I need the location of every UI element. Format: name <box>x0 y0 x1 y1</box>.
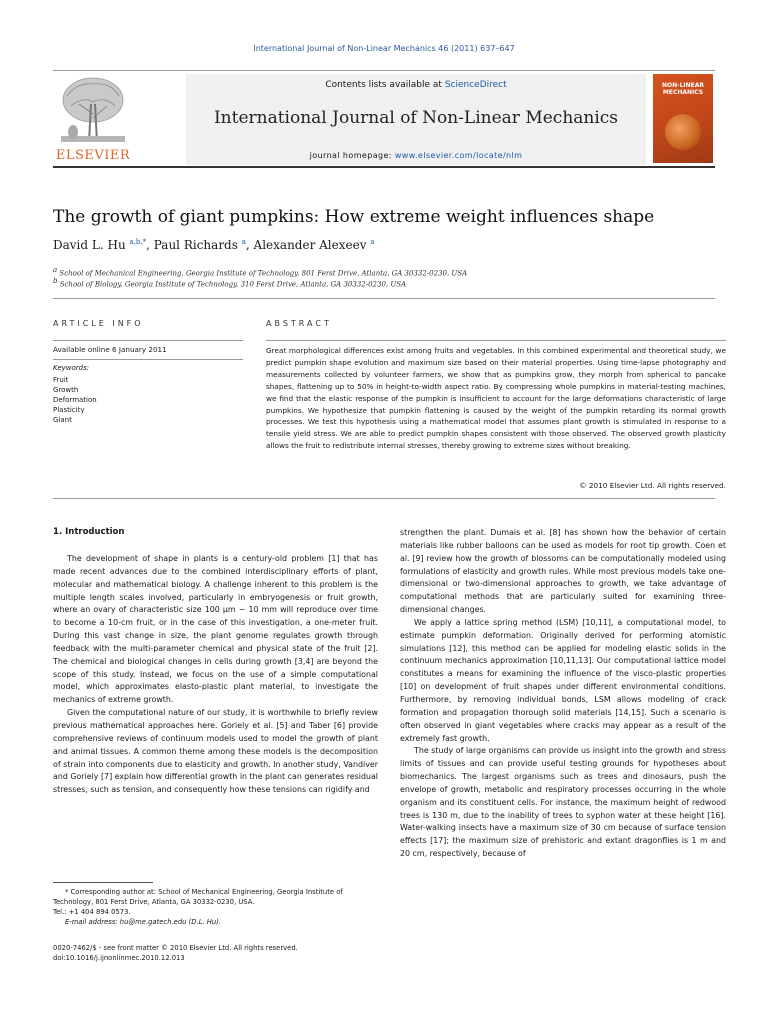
footnote-email[interactable]: E-mail address: hu@me.gatech.edu (D.L. Hu). <box>65 918 222 926</box>
body-paragraph: The study of large organisms can provide us insight into the growth and stress limits of tissues and can provide useful testing grounds for hypotheses about biomechanics. The largest organisms such as trees and dinosaurs, push the envelope of growth, metabolic and respiratory processes occurring in the whole organism and its constituent cells. For instance, the maximum height of redwood trees is 130 m, due to the inability of trees to syphon water at these height [16]. Water-walking insects have a maximum size of 30 cm because of surface tension effects [17]; the maximum size of prehistoric and extant dragonflies is 1 m and 20 cm, respectively, because of <box>400 746 726 859</box>
cover-image <box>665 114 701 150</box>
author-list: David L. Hu $^{a,b,*}$, Paul Richards $^a$, Alexander Alexeev $^a$ <box>53 238 375 252</box>
divider <box>53 298 715 299</box>
footnote-rule <box>53 882 153 883</box>
author-name: David L. Hu <box>53 238 126 252</box>
keyword: Giant <box>53 416 72 424</box>
copyright-line: © 2010 Elsevier Ltd. All rights reserved. <box>579 481 726 490</box>
affiliation <box>53 266 715 277</box>
author-name: Alexander Alexeev <box>253 238 367 252</box>
homepage-prefix: journal homepage: <box>309 151 395 160</box>
affiliation <box>53 277 715 288</box>
body-paragraph: strengthen the plant. Dumais et al. [8] has shown how the behavior of certain materials like rubber balloons can be used as models for root tip growth. Coen et al. [9] review how the growth of blossoms can be computationally modeled using formulations of elasticity and growth rules. While most previous models take one-dimensional or two-dimensional approaches to growth, we take advantage of computational methods that are particularly suited for examining three-dimensional changes. <box>400 528 726 615</box>
tree-icon <box>53 74 133 146</box>
doi-line[interactable]: doi:10.1016/j.ijnonlinmec.2010.12.013 <box>53 954 185 962</box>
keyword: Plasticity <box>53 406 85 414</box>
abstract-heading: ABSTRACT <box>266 319 332 328</box>
divider <box>266 340 726 341</box>
keyword-list <box>53 375 97 425</box>
journal-cover-thumbnail[interactable] <box>653 74 713 163</box>
keyword: Deformation <box>53 396 97 404</box>
article-info-heading: ARTICLE INFO <box>53 319 144 328</box>
footnote-line: * Corresponding author at: School of Mechanical Engineering, Georgia Institute of Technology, 801 Ferst Drive, Atlanta, GA 30332-0230, USA. <box>53 888 343 906</box>
author-marks[interactable]: a <box>241 238 246 246</box>
author-marks[interactable]: a,b,* <box>129 238 147 246</box>
contents-prefix: Contents lists available at <box>325 80 445 90</box>
affiliation-text: School of Mechanical Engineering, Georgia Institute of Technology, 801 Ferst Drive, Atlanta, GA 30332-0230, USA <box>59 269 468 278</box>
cover-line-1: NON-LINEAR <box>661 82 705 89</box>
section-heading: 1. Introduction <box>53 527 125 537</box>
footnote-line: Tel.: +1 404 894 0573. <box>53 908 131 916</box>
journal-homepage <box>186 151 646 160</box>
keyword: Fruit <box>53 376 69 384</box>
body-column-left <box>53 553 378 797</box>
affiliation-mark: b <box>53 277 58 285</box>
top-rule <box>53 70 715 71</box>
contents-line <box>186 80 646 90</box>
author-name: Paul Richards <box>153 238 238 252</box>
available-online-date: Available online 6 January 2011 <box>53 345 167 354</box>
cover-title <box>653 82 713 96</box>
homepage-link[interactable]: www.elsevier.com/locate/nlm <box>394 151 523 160</box>
sciencedirect-link[interactable]: ScienceDirect <box>444 80 507 90</box>
publisher-wordmark[interactable]: ELSEVIER <box>55 148 131 163</box>
affiliation-mark: a <box>53 266 58 274</box>
corresponding-author-footnote <box>53 887 378 927</box>
body-paragraph: Given the computational nature of our study, it is worthwhile to briefly review previous mathematical approaches here. Goriely et al. [5] and Taber [6] provide comprehensive reviews of continuum models used to model the growth of plant and animal tissues. A common theme among these models is the decomposition of strain into components due to elasticity and growth. In another study, Vandiver and Goriely [7] explain how differential growth in the plant can generates residual stresses, such as tension, and consequently how these tensions can rigidify and <box>53 708 378 795</box>
abstract-text: Great morphological differences exist among fruits and vegetables. In this combined experimental and theoretical study, we predict pumpkin shape evolution and maximum size based on their material properties. Using time-lapse photography and measurements collected by volunteer farmers, we show that as pumpkins grow, they morph from spherical to pancake shapes, flattening up to 50% in height-to-width aspect ratio. By compressing whole pumpkins in material-testing machines, we find that the elastic response of the pumpkin is insufficient to account for the large deformations characteristic of large pumpkins. We hypothesize that pumpkin flattening is caused by the weight of the pumpkin retarding its normal growth processes. We test this hypothesis using a mathematical model that assumes plant growth is stimulated in response to a tensile yield stress. We are able to predict pumpkin shapes consistent with those observed. The observed growth plasticity allows the fruit to redistribute internal stresses, thereby growing to extreme sizes without breaking. <box>266 346 726 451</box>
banner-rule <box>53 166 715 168</box>
author-marks[interactable]: a <box>370 238 375 246</box>
divider <box>53 340 243 341</box>
paper-title: The growth of giant pumpkins: How extreme weight influences shape <box>53 207 655 227</box>
affiliation-text: School of Biology, Georgia Institute of Technology, 310 Ferst Drive, Atlanta, GA 30332-0230, USA <box>59 280 407 289</box>
running-head[interactable]: International Journal of Non-Linear Mechanics 46 (2011) 637–647 <box>253 44 515 53</box>
issn-line: 0020-7462/$ - see front matter © 2010 Elsevier Ltd. All rights reserved. <box>53 944 298 952</box>
keywords-label: Keywords: <box>53 364 90 372</box>
body-paragraph: The development of shape in plants is a century-old problem [1] that has made recent advances due to the combined interdisciplinary efforts of plant, molecular and mathematical biology. A challenge inherent to this problem is the multiple length scales involved, particularly in embryogenesis or fruit growth, where an ovary of characteristic size 100 μm − 10 mm will reproduce over time to become a 10-cm fruit, or in the case of this investigation, a one-meter fruit. During this vast change in size, the plant genome regulates growth through feedback with the multi-parameter chemical and physical state of the fruit [2]. The chemical and biological changes in cells during growth [3,4] are beyond the scope of this study. Instead, we focus on the use of a simple computational model, which approximates elasto-plastic plant material, to investigate the mechanics of extreme growth. <box>53 554 378 705</box>
keyword: Growth <box>53 386 79 394</box>
body-column-right <box>400 527 726 861</box>
cover-line-2: MECHANICS <box>662 89 704 96</box>
front-matter <box>53 943 378 963</box>
divider <box>53 498 715 499</box>
divider <box>53 359 243 360</box>
body-paragraph: We apply a lattice spring method (LSM) [10,11], a computational model, to estimate pumpkin deformation. Originally derived for performing atomistic simulations [12], this method can be applied for modeling elastic solids in the continuum mechanics approximation [10,11,13]. Our computational lattice model constitutes a means for examining the influence of the visco-plastic properties [10] on development of fruit shapes under different environmental conditions. Furthermore, by removing individual bonds, LSM allows modeling of crack formation and propagation thorough solid materials [14,15]. Such a scenario is often observed in giant vegetables where cracks may appear as a result of the extremely fast growth. <box>400 617 726 743</box>
journal-title: International Journal of Non-Linear Mechanics <box>213 108 619 128</box>
